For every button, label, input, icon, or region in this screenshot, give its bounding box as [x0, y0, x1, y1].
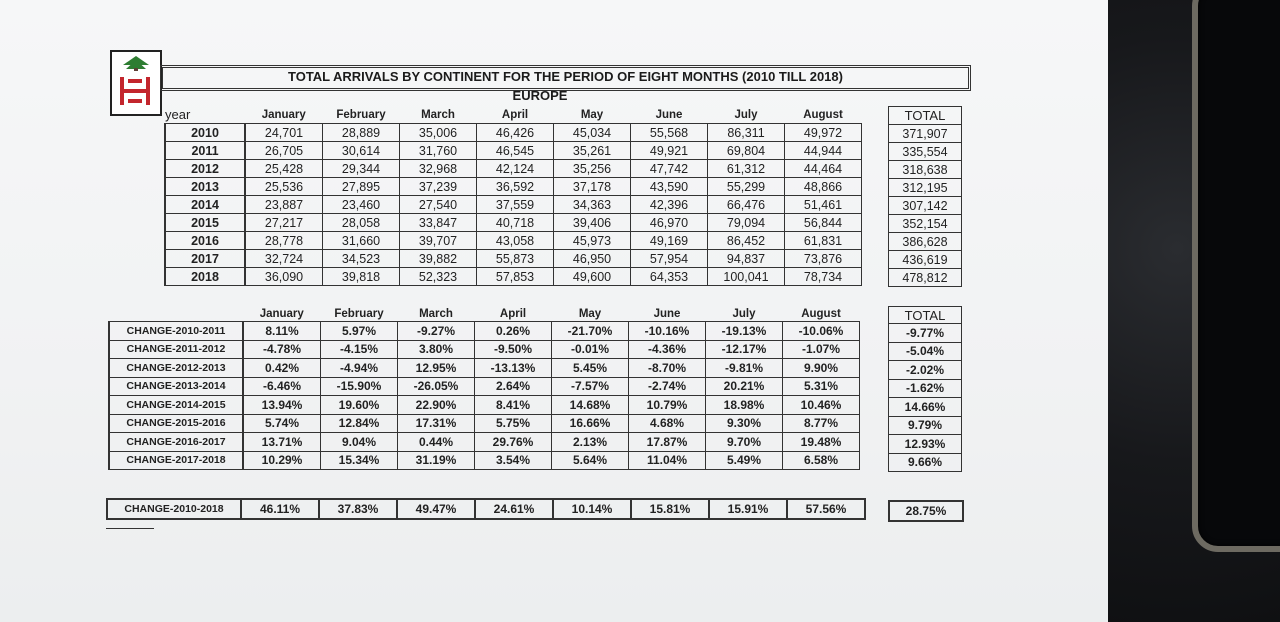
change-table — [108, 306, 860, 470]
arrivals-cell: 43,590 — [631, 178, 708, 196]
total-header: TOTAL — [889, 107, 962, 125]
year-cell: 2010 — [165, 124, 245, 142]
year-cell: 2016 — [165, 232, 245, 250]
arrivals-cell: 37,559 — [477, 196, 554, 214]
overall-change-cell: 46.11% — [241, 499, 319, 519]
arrivals-cell: 37,178 — [554, 178, 631, 196]
arrivals-cell: 40,718 — [477, 214, 554, 232]
change-label: CHANGE-2015-2016 — [109, 414, 243, 433]
arrivals-cell: 73,876 — [785, 250, 862, 268]
change-cell: 22.90% — [398, 396, 475, 415]
change-cell: 5.31% — [783, 377, 860, 396]
change-cell: 0.42% — [243, 359, 321, 378]
change-cell: -8.70% — [629, 359, 706, 378]
total-row — [889, 215, 962, 233]
arrivals-cell: 57,853 — [477, 268, 554, 286]
arrivals-cell: 79,094 — [708, 214, 785, 232]
arrivals-row — [165, 268, 862, 286]
arrivals-cell: 51,461 — [785, 196, 862, 214]
total-cell: 312,195 — [889, 179, 962, 197]
total-cell: 371,907 — [889, 125, 962, 143]
change-total-cell: 9.79% — [889, 416, 962, 435]
change-cell: 3.54% — [475, 451, 552, 470]
overall-change-label: CHANGE-2010-2018 — [107, 499, 241, 519]
change-cell: -10.06% — [783, 322, 860, 341]
change-cell: 12.84% — [321, 414, 398, 433]
arrivals-cell: 56,844 — [785, 214, 862, 232]
arrivals-cell: 25,428 — [245, 160, 323, 178]
arrivals-cell: 35,006 — [400, 124, 477, 142]
arrivals-cell: 100,041 — [708, 268, 785, 286]
change-label: CHANGE-2017-2018 — [109, 451, 243, 470]
change-cell: -7.57% — [552, 377, 629, 396]
total-cell: 318,638 — [889, 161, 962, 179]
change-cell: 0.44% — [398, 433, 475, 452]
change-cell: 8.41% — [475, 396, 552, 415]
change-cell: 9.90% — [783, 359, 860, 378]
month-header: July — [734, 108, 758, 121]
change-cell: -13.13% — [475, 359, 552, 378]
arrivals-cell: 44,464 — [785, 160, 862, 178]
month-header: March — [421, 108, 455, 121]
change-header-row — [109, 306, 860, 322]
change-cell: 5.75% — [475, 414, 552, 433]
change-total-row — [889, 416, 962, 435]
change-cell: 31.19% — [398, 451, 475, 470]
arrivals-cell: 47,742 — [631, 160, 708, 178]
arrivals-cell: 23,887 — [245, 196, 323, 214]
overall-change-cell: 37.83% — [319, 499, 397, 519]
total-cell: 307,142 — [889, 197, 962, 215]
change-total-cell: 14.66% — [889, 398, 962, 417]
change-cell: -6.46% — [243, 377, 321, 396]
arrivals-cell: 34,363 — [554, 196, 631, 214]
change-row — [109, 340, 860, 359]
arrivals-cell: 39,818 — [323, 268, 400, 286]
arrivals-cell: 43,058 — [477, 232, 554, 250]
arrivals-row — [165, 124, 862, 142]
arrivals-cell: 32,968 — [400, 160, 477, 178]
overall-change-table — [106, 498, 866, 520]
year-cell: 2017 — [165, 250, 245, 268]
overall-total-row — [889, 501, 963, 521]
ministry-emblem-icon — [110, 50, 162, 116]
arrivals-cell: 39,882 — [400, 250, 477, 268]
change-total-cell: -9.77% — [889, 324, 962, 343]
change-cell: 11.04% — [629, 451, 706, 470]
change-cell: 10.29% — [243, 451, 321, 470]
arrivals-row — [165, 178, 862, 196]
arrivals-cell: 29,344 — [323, 160, 400, 178]
change-cell: -19.13% — [706, 322, 783, 341]
change-cell: 3.80% — [398, 340, 475, 359]
total-cell: 478,812 — [889, 269, 962, 287]
change-total-row — [889, 361, 962, 380]
change-cell: 2.13% — [552, 433, 629, 452]
change-cell: 17.31% — [398, 414, 475, 433]
change-row — [109, 414, 860, 433]
arrivals-cell: 49,169 — [631, 232, 708, 250]
change-cell: -4.94% — [321, 359, 398, 378]
month-header: July — [732, 307, 756, 320]
change-cell: 5.74% — [243, 414, 321, 433]
month-header: April — [501, 108, 529, 121]
arrivals-cell: 44,944 — [785, 142, 862, 160]
total-row — [889, 143, 962, 161]
change-cell: -9.50% — [475, 340, 552, 359]
change-label: CHANGE-2013-2014 — [109, 377, 243, 396]
change-cell: 5.97% — [321, 322, 398, 341]
arrivals-cell: 42,396 — [631, 196, 708, 214]
phone-object — [1192, 0, 1280, 552]
change-label: CHANGE-2010-2011 — [109, 322, 243, 341]
change-cell: -0.01% — [552, 340, 629, 359]
arrivals-cell: 27,895 — [323, 178, 400, 196]
year-header: year — [165, 107, 191, 122]
arrivals-cell: 27,540 — [400, 196, 477, 214]
arrivals-cell: 36,592 — [477, 178, 554, 196]
change-label: CHANGE-2011-2012 — [109, 340, 243, 359]
arrivals-cell: 37,239 — [400, 178, 477, 196]
change-cell: 15.34% — [321, 451, 398, 470]
arrivals-cell: 86,452 — [708, 232, 785, 250]
overall-change-cell: 24.61% — [475, 499, 553, 519]
month-header: August — [801, 307, 841, 320]
change-cell: 9.04% — [321, 433, 398, 452]
arrivals-cell: 35,256 — [554, 160, 631, 178]
arrivals-cell: 49,972 — [785, 124, 862, 142]
total-row — [889, 125, 962, 143]
arrivals-cell: 61,831 — [785, 232, 862, 250]
change-row — [109, 433, 860, 452]
month-header: June — [653, 307, 681, 320]
arrivals-cell: 28,058 — [323, 214, 400, 232]
arrivals-cell: 55,299 — [708, 178, 785, 196]
change-cell: -1.07% — [783, 340, 860, 359]
change-cell: -4.78% — [243, 340, 321, 359]
underline-mark — [106, 528, 154, 529]
arrivals-cell: 46,970 — [631, 214, 708, 232]
month-header: January — [261, 108, 306, 121]
change-cell: 19.48% — [783, 433, 860, 452]
overall-change-cell: 10.14% — [553, 499, 631, 519]
month-header: January — [259, 307, 304, 320]
change-cell: 10.79% — [629, 396, 706, 415]
arrivals-cell: 94,837 — [708, 250, 785, 268]
change-row — [109, 359, 860, 378]
arrivals-cell: 55,568 — [631, 124, 708, 142]
change-total-row — [889, 453, 962, 472]
arrivals-cell: 39,707 — [400, 232, 477, 250]
change-cell: 9.70% — [706, 433, 783, 452]
arrivals-cell: 66,476 — [708, 196, 785, 214]
change-cell: 18.98% — [706, 396, 783, 415]
total-row — [889, 269, 962, 287]
arrivals-cell: 78,734 — [785, 268, 862, 286]
change-cell: 8.77% — [783, 414, 860, 433]
arrivals-cell: 86,311 — [708, 124, 785, 142]
change-total-cell: -1.62% — [889, 379, 962, 398]
change-cell: 5.45% — [552, 359, 629, 378]
arrivals-cell: 32,724 — [245, 250, 323, 268]
overall-change-cell: 49.47% — [397, 499, 475, 519]
arrivals-cell: 61,312 — [708, 160, 785, 178]
change-cell: -9.81% — [706, 359, 783, 378]
change-cell: -4.15% — [321, 340, 398, 359]
arrivals-cell: 27,217 — [245, 214, 323, 232]
change-total-row — [889, 379, 962, 398]
arrivals-cell: 46,950 — [554, 250, 631, 268]
arrivals-cell: 39,406 — [554, 214, 631, 232]
total-cell: 436,619 — [889, 251, 962, 269]
blank-header — [109, 306, 243, 322]
arrivals-cell: 52,323 — [400, 268, 477, 286]
overall-change-row — [107, 499, 865, 519]
arrivals-cell: 25,536 — [245, 178, 323, 196]
change-total-cell: -2.02% — [889, 361, 962, 380]
change-total-header-row — [889, 307, 962, 324]
arrivals-cell: 36,090 — [245, 268, 323, 286]
month-header: August — [803, 108, 843, 121]
year-cell: 2018 — [165, 268, 245, 286]
month-header: February — [334, 307, 384, 320]
arrivals-cell: 30,614 — [323, 142, 400, 160]
arrivals-cell: 48,866 — [785, 178, 862, 196]
arrivals-row — [165, 214, 862, 232]
change-total-table — [888, 306, 962, 472]
cedar-tree-icon — [121, 55, 151, 71]
arrivals-cell: 57,954 — [631, 250, 708, 268]
overall-change-cell: 15.81% — [631, 499, 709, 519]
arrivals-cell: 49,600 — [554, 268, 631, 286]
arrivals-cell: 69,804 — [708, 142, 785, 160]
arrivals-cell: 35,261 — [554, 142, 631, 160]
change-total-row — [889, 342, 962, 361]
emblem-mark — [118, 73, 152, 109]
total-row — [889, 197, 962, 215]
change-cell: 14.68% — [552, 396, 629, 415]
arrivals-cell: 55,873 — [477, 250, 554, 268]
change-cell: 17.87% — [629, 433, 706, 452]
change-cell: 20.21% — [706, 377, 783, 396]
total-row — [889, 161, 962, 179]
arrivals-table — [164, 106, 862, 286]
arrivals-cell: 49,921 — [631, 142, 708, 160]
change-cell: 2.64% — [475, 377, 552, 396]
change-cell: -21.70% — [552, 322, 629, 341]
change-row — [109, 396, 860, 415]
change-cell: 8.11% — [243, 322, 321, 341]
change-cell: 0.26% — [475, 322, 552, 341]
total-header: TOTAL — [889, 307, 962, 324]
arrivals-cell: 46,545 — [477, 142, 554, 160]
change-cell: 19.60% — [321, 396, 398, 415]
overall-change-cell: 57.56% — [787, 499, 865, 519]
change-label: CHANGE-2016-2017 — [109, 433, 243, 452]
year-cell: 2015 — [165, 214, 245, 232]
year-cell: 2012 — [165, 160, 245, 178]
change-total-row — [889, 324, 962, 343]
arrivals-cell: 24,701 — [245, 124, 323, 142]
year-cell: 2014 — [165, 196, 245, 214]
change-cell: 5.64% — [552, 451, 629, 470]
arrivals-cell: 33,847 — [400, 214, 477, 232]
year-cell: 2013 — [165, 178, 245, 196]
overall-change-total-table — [888, 500, 964, 522]
change-cell: -9.27% — [398, 322, 475, 341]
arrivals-cell: 46,426 — [477, 124, 554, 142]
change-cell: 10.46% — [783, 396, 860, 415]
change-row — [109, 451, 860, 470]
arrivals-cell: 28,778 — [245, 232, 323, 250]
total-cell: 352,154 — [889, 215, 962, 233]
arrivals-cell: 34,523 — [323, 250, 400, 268]
month-header: May — [580, 108, 604, 121]
change-cell: 13.71% — [243, 433, 321, 452]
arrivals-cell: 45,034 — [554, 124, 631, 142]
month-header: June — [655, 108, 683, 121]
year-cell: 2011 — [165, 142, 245, 160]
arrivals-cell: 23,460 — [323, 196, 400, 214]
change-row — [109, 377, 860, 396]
region-title: EUROPE — [512, 88, 568, 103]
change-cell: 6.58% — [783, 451, 860, 470]
arrivals-total-table — [888, 106, 962, 287]
month-header: February — [336, 108, 386, 121]
total-header-row — [889, 107, 962, 125]
arrivals-header-row — [165, 106, 862, 124]
overall-total-cell: 28.75% — [889, 501, 963, 521]
change-cell: 5.49% — [706, 451, 783, 470]
arrivals-cell: 45,973 — [554, 232, 631, 250]
change-total-row — [889, 435, 962, 454]
total-cell: 335,554 — [889, 143, 962, 161]
arrivals-cell: 64,353 — [631, 268, 708, 286]
arrivals-cell: 28,889 — [323, 124, 400, 142]
change-cell: 4.68% — [629, 414, 706, 433]
arrivals-cell: 31,760 — [400, 142, 477, 160]
change-label: CHANGE-2014-2015 — [109, 396, 243, 415]
total-row — [889, 179, 962, 197]
month-header: April — [499, 307, 527, 320]
arrivals-cell: 26,705 — [245, 142, 323, 160]
arrivals-row — [165, 232, 862, 250]
change-cell: 9.30% — [706, 414, 783, 433]
change-total-cell: 12.93% — [889, 435, 962, 454]
arrivals-row — [165, 142, 862, 160]
change-cell: 13.94% — [243, 396, 321, 415]
change-cell: -15.90% — [321, 377, 398, 396]
total-row — [889, 251, 962, 269]
arrivals-row — [165, 160, 862, 178]
change-cell: -2.74% — [629, 377, 706, 396]
change-cell: 29.76% — [475, 433, 552, 452]
change-cell: 12.95% — [398, 359, 475, 378]
document-title: TOTAL ARRIVALS BY CONTINENT FOR THE PERIOD OF EIGHT MONTHS (2010 TILL 2018) — [160, 65, 971, 91]
change-cell: -4.36% — [629, 340, 706, 359]
change-total-cell: -5.04% — [889, 342, 962, 361]
month-header: May — [578, 307, 602, 320]
overall-change-cell: 15.91% — [709, 499, 787, 519]
change-total-row — [889, 398, 962, 417]
month-header: March — [419, 307, 453, 320]
change-cell: -10.16% — [629, 322, 706, 341]
change-cell: 16.66% — [552, 414, 629, 433]
total-cell: 386,628 — [889, 233, 962, 251]
change-label: CHANGE-2012-2013 — [109, 359, 243, 378]
arrivals-cell: 31,660 — [323, 232, 400, 250]
change-total-cell: 9.66% — [889, 453, 962, 472]
arrivals-row — [165, 250, 862, 268]
change-cell: -26.05% — [398, 377, 475, 396]
total-row — [889, 233, 962, 251]
change-cell: -12.17% — [706, 340, 783, 359]
change-row — [109, 322, 860, 341]
arrivals-cell: 42,124 — [477, 160, 554, 178]
arrivals-row — [165, 196, 862, 214]
